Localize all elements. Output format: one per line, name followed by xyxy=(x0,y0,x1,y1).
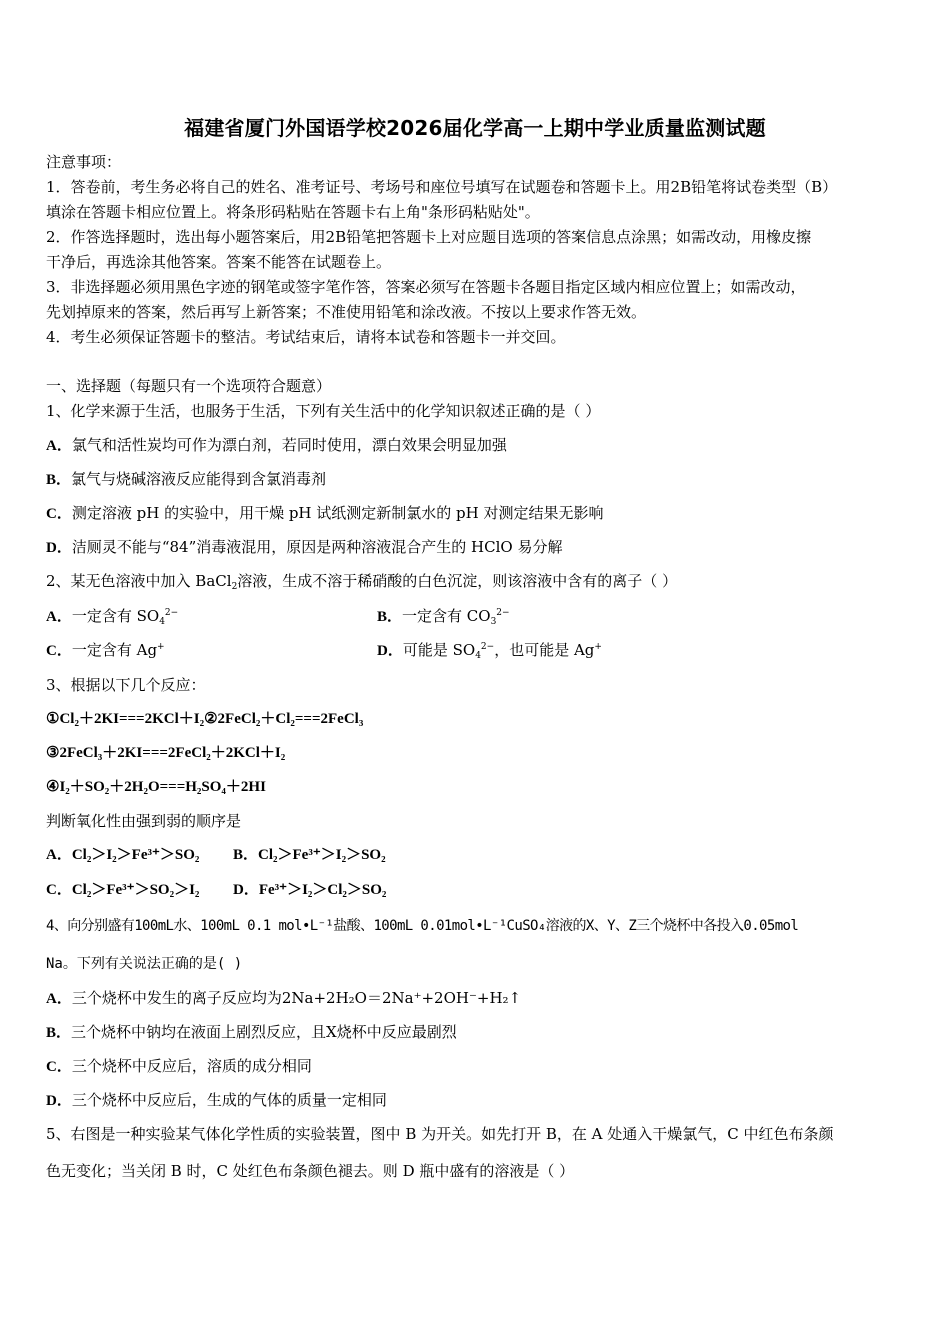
stem-text: 溶液，生成不溶于稀硝酸的白色沉淀，则该溶液中含有的离子（ ） xyxy=(237,572,678,590)
option-label: B． xyxy=(46,1025,72,1041)
option-text: 一定含有 Ag xyxy=(71,641,158,659)
option-label: A． xyxy=(46,438,72,454)
notice-item: 干净后，再选涂其他答案。答案不能答在试题卷上。 xyxy=(46,253,392,271)
question-3-stem: 3、根据以下几个反应： xyxy=(46,676,206,694)
option-text: 一定含有 CO xyxy=(402,607,491,625)
question-5-stem-line1: 5、右图是一种实验某气体化学性质的实验装置，图中 B 为开关。如先打开 B，在 A 处通入干燥氯气，C 中红色布条颜 xyxy=(46,1125,834,1143)
question-2-option-a xyxy=(46,606,178,627)
option-text: 三个烧杯中反应后，生成的气体的质量一定相同 xyxy=(71,1091,387,1109)
superscript: + xyxy=(594,642,602,652)
option-label: B． xyxy=(46,472,72,488)
section-heading: 一、选择题（每题只有一个选项符合题意） xyxy=(46,377,332,395)
notice-item: 3．非选择题必须用黑色字迹的钢笔或签字笔作答，答案必须写在答题卡各题目指定区域内相应位置上；如需改动， xyxy=(46,278,806,296)
option-text: 三个烧杯中钠均在液面上剧烈反应，且X烧杯中反应最剧烈 xyxy=(71,1023,457,1041)
option-text: 可能是 SO xyxy=(402,641,476,659)
option-label: C． xyxy=(46,506,72,522)
question-5-stem-line2: 色无变化；当关闭 B 时，C 处红色布条颜色褪去。则 D 瓶中盛有的溶液是（ ） xyxy=(46,1162,575,1180)
option-label: C． xyxy=(46,882,72,898)
option-label: D． xyxy=(377,643,403,659)
option-text: 三个烧杯中反应后，溶质的成分相同 xyxy=(71,1057,312,1075)
option-text: 三个烧杯中发生的离子反应均为2Na+2H₂O＝2Na⁺+2OH⁻+H₂↑ xyxy=(71,989,522,1007)
question-1-option-b xyxy=(46,469,326,490)
subscript: 4 xyxy=(159,617,165,627)
question-1-option-a xyxy=(46,435,507,456)
option-text: Cl₂＞I₂＞Fe³⁺＞SO₂ xyxy=(71,847,200,863)
superscript: 2− xyxy=(164,608,179,618)
subscript: 4 xyxy=(475,651,481,661)
option-label: C． xyxy=(46,643,72,659)
question-2-option-d xyxy=(377,640,602,661)
option-label: B． xyxy=(377,609,403,625)
question-4-option-a xyxy=(46,988,521,1009)
option-label: B． xyxy=(233,847,259,863)
superscript: 2− xyxy=(480,642,495,652)
question-4-stem-line1: 4、向分别盛有100mL水、100mL 0.1 mol•L⁻¹盐酸、100mL 0.01mol•L⁻¹CuSO₄溶液的X、Y、Z三个烧杯中各投入0.05mol xyxy=(46,918,799,934)
question-3-option-c xyxy=(46,880,199,900)
subscript: 3 xyxy=(490,617,497,627)
reaction-1-2: ①Cl₂＋2KI===2KCl＋I₂②2FeCl₂＋Cl₂===2FeCl₃ xyxy=(46,711,364,727)
option-text: 氯气与烧碱溶液反应能得到含氯消毒剂 xyxy=(71,470,327,488)
question-1-option-d xyxy=(46,537,562,558)
question-3-prompt: 判断氧化性由强到弱的顺序是 xyxy=(46,812,242,830)
notice-item: 1．答卷前，考生务必将自己的姓名、准考证号、考场号和座位号填写在试题卷和答题卡上。用2B铅笔将试卷类型（B） xyxy=(46,178,838,196)
notice-item: 填涂在答题卡相应位置上。将条形码粘贴在答题卡右上角"条形码粘贴处"。 xyxy=(46,203,540,221)
question-3-option-a xyxy=(46,845,199,865)
reaction-3: ③2FeCl₃＋2KI===2FeCl₂＋2KCl＋I₂ xyxy=(46,745,286,761)
question-2-stem xyxy=(46,571,677,591)
option-label: A． xyxy=(46,609,72,625)
option-text: 测定溶液 pH 的实验中，用干燥 pH 试纸测定新制氯水的 pH 对测定结果无影响 xyxy=(71,504,604,522)
notice-item: 先划掉原来的答案，然后再写上新答案；不准使用铅笔和涂改液。不按以上要求作答无效。 xyxy=(46,303,647,321)
page-title: 福建省厦门外国语学校2026届化学高一上期中学业质量监测试题 xyxy=(184,116,766,140)
option-label: A． xyxy=(46,847,72,863)
option-text: Cl₂＞Fe³⁺＞I₂＞SO₂ xyxy=(258,847,386,863)
question-4-option-c xyxy=(46,1056,312,1077)
option-text: 洁厕灵不能与“84”消毒液混用，原因是两种溶液混合产生的 HClO 易分解 xyxy=(71,538,563,556)
reaction-4: ④I₂＋SO₂＋2H₂O===H₂SO₄＋2HI xyxy=(46,779,266,795)
option-text: Fe³⁺＞I₂＞Cl₂＞SO₂ xyxy=(258,882,387,898)
question-4-option-b xyxy=(46,1022,457,1043)
option-label: D． xyxy=(233,882,259,898)
question-3-option-b xyxy=(233,845,386,865)
option-label: C． xyxy=(46,1059,72,1075)
option-label: D． xyxy=(46,1093,72,1109)
option-label: D． xyxy=(46,540,72,556)
option-text: 一定含有 SO xyxy=(71,607,160,625)
question-4-option-d xyxy=(46,1090,387,1111)
notice-heading: 注意事项： xyxy=(46,153,122,171)
question-1-stem: 1、化学来源于生活，也服务于生活，下列有关生活中的化学知识叙述正确的是（ ） xyxy=(46,402,601,420)
question-1-option-c xyxy=(46,503,604,524)
superscript: 2− xyxy=(496,608,510,618)
stem-text: 2、某无色溶液中加入 BaCl xyxy=(46,572,232,590)
question-2-option-b xyxy=(377,606,510,627)
option-label: A． xyxy=(46,991,72,1007)
question-4-stem-line2: Na。下列有关说法正确的是( ) xyxy=(46,956,243,972)
notice-item: 2．作答选择题时，选出每小题答案后，用2B铅笔把答题卡上对应题目选项的答案信息点涂黑；如需改动，用橡皮擦 xyxy=(46,228,812,246)
question-3-option-d xyxy=(233,880,386,900)
notice-item: 4．考生必须保证答题卡的整洁。考试结束后，请将本试卷和答题卡一并交回。 xyxy=(46,328,566,346)
question-2-option-c xyxy=(46,640,165,661)
option-text: ，也可能是 Ag xyxy=(494,641,595,659)
option-text: Cl₂＞Fe³⁺＞SO₂＞I₂ xyxy=(71,882,200,898)
option-text: 氯气和活性炭均可作为漂白剂，若同时使用，漂白效果会明显加强 xyxy=(71,436,507,454)
subscript: 2 xyxy=(231,582,238,592)
superscript: + xyxy=(157,642,165,652)
